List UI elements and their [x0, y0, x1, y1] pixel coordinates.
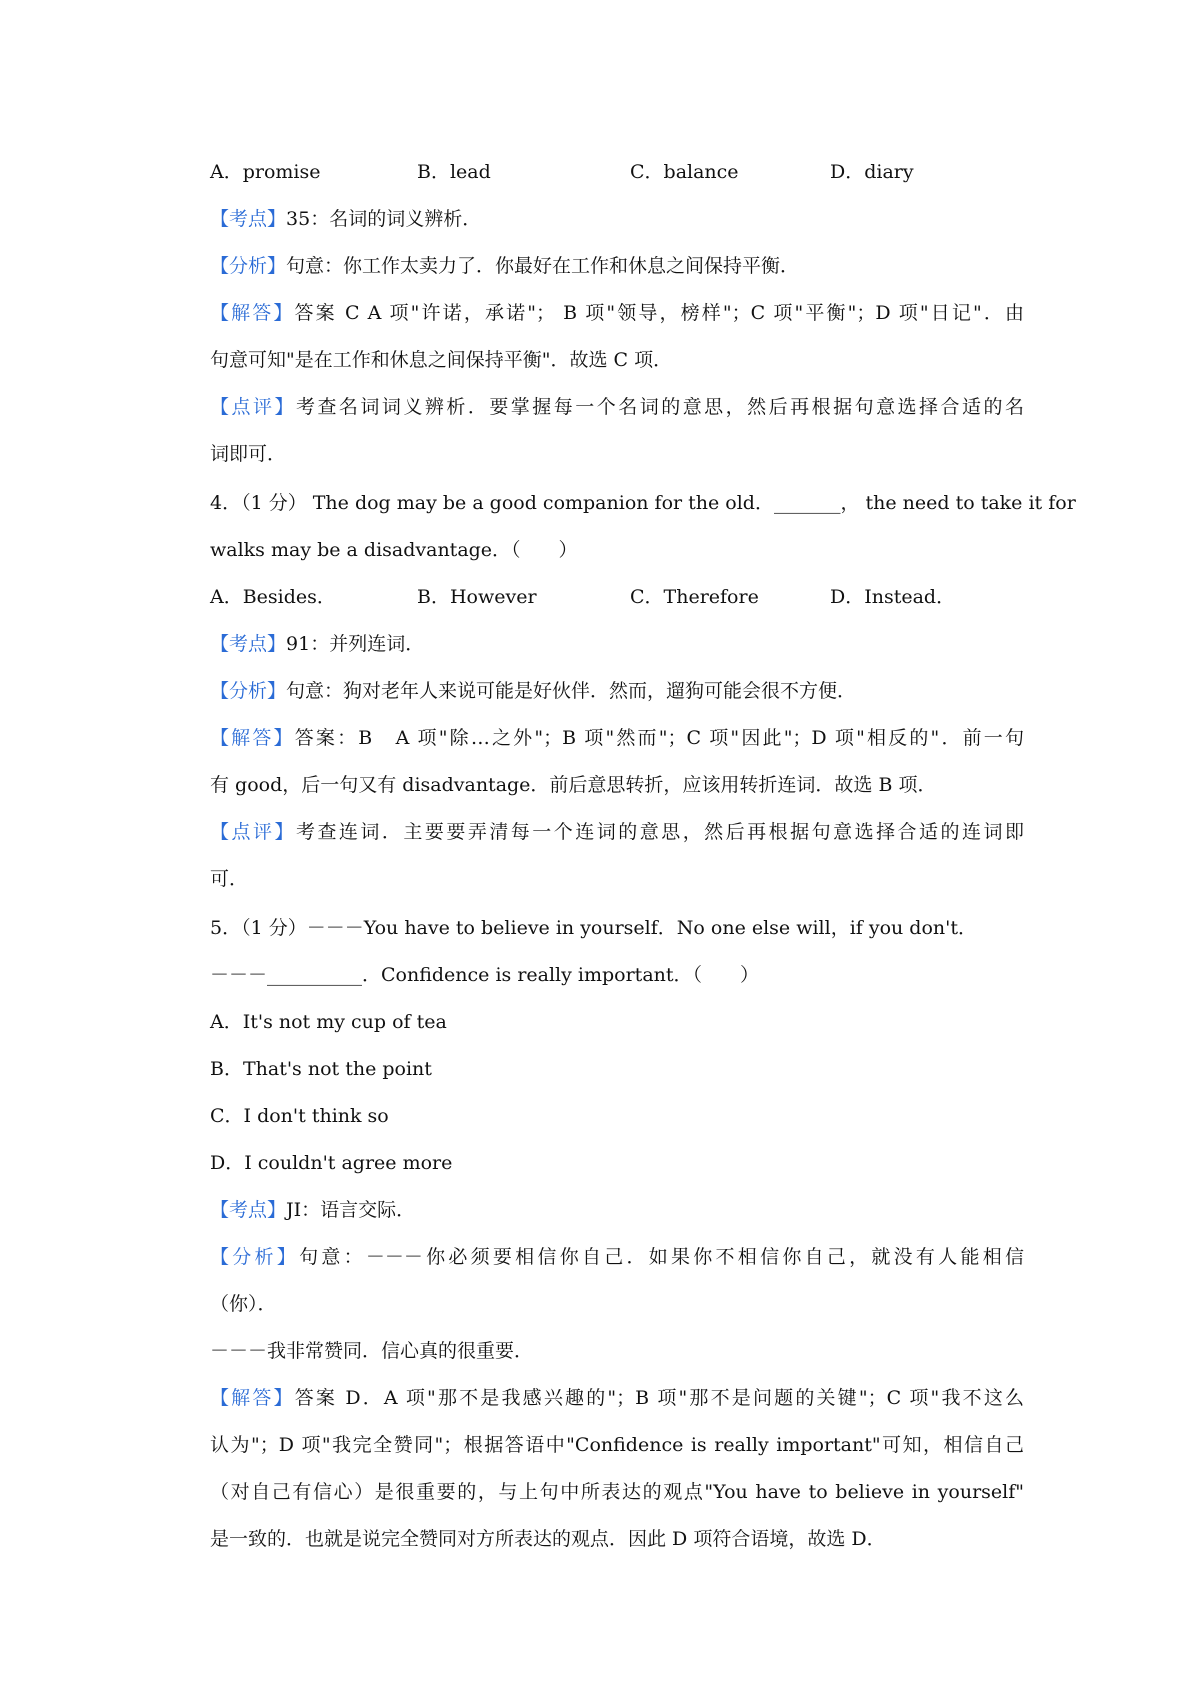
q5-jieda-line2: 认为"；D 项"我完全赞同"；根据答语中"Confidence is really important"可知，相信自己 [210, 1434, 1024, 1456]
kaodian-text: 35：名词的词义辨析． [286, 208, 482, 230]
q3-option-a: A．promise [210, 161, 321, 183]
q5-stem-line1: 5．（1 分）－－－You have to believe in yourself．No one else will，if you don't． [210, 917, 977, 939]
q4-fenxi [210, 677, 1024, 705]
q5-fenxi-line1 [210, 1243, 1024, 1271]
q3-dianping-line2: 词即可． [210, 443, 287, 465]
dianping-tag: 【点评】 [210, 396, 296, 418]
jieda-text: 答案 D．A 项"那不是我感兴趣的"；B 项"那不是问题的关键"；C 项"我不这么 [294, 1387, 1024, 1409]
kaodian-text: JI：语言交际． [286, 1199, 416, 1221]
jieda-tag: 【解答】 [210, 1387, 295, 1409]
q3-dianping-line1 [210, 393, 1024, 421]
dianping-text: 考查名词词义辨析．要掌握每一个名词的意思，然后再根据句意选择合适的名 [295, 396, 1024, 418]
fenxi-tag: 【分析】 [210, 1246, 300, 1268]
fenxi-text: 句意：－－－你必须要相信你自己．如果你不相信你自己，就没有人能相信 [299, 1246, 1024, 1268]
fenxi-text: 句意：狗对老年人来说可能是好伙伴．然而，遛狗可能会很不方便． [286, 680, 857, 702]
q5-option-b: B．That's not the point [210, 1058, 432, 1080]
q3-option-c: C．balance [630, 161, 739, 183]
fenxi-tag: 【分析】 [210, 255, 287, 277]
kaodian-text: 91：并列连词． [286, 633, 425, 655]
q4-jieda-line2: 有 good，后一句又有 disadvantage．前后意思转折，应该用转折连词．故选 B 项． [210, 774, 937, 796]
q4-option-b: B．However [417, 586, 537, 608]
q3-option-d: D．diary [830, 161, 914, 183]
kaodian-tag: 【考点】 [210, 633, 287, 655]
q4-stem-line1: 4．（1 分） The dog may be a good companion for the old．_______， the need to take it for [210, 492, 1076, 514]
q5-stem-line2: －－－__________．Confidence is really important．（ ） [210, 964, 760, 986]
jieda-text: 答案：B A 项"除…之外"；B 项"然而"；C 项"因此"；D 项"相反的"．前一句 [294, 727, 1024, 749]
q5-option-d: D．I couldn't agree more [210, 1152, 453, 1174]
jieda-text: 答案 C A 项"许诺，承诺"； B 项"领导，榜样"；C 项"平衡"；D 项"日记"．由 [294, 302, 1024, 324]
q5-jieda-line1 [210, 1384, 1024, 1412]
q5-jieda-line4: 是一致的．也就是说完全赞同对方所表达的观点．因此 D 项符合语境，故选 D． [210, 1528, 886, 1550]
q4-option-c: C．Therefore [630, 586, 759, 608]
q3-jieda-line1 [210, 299, 1024, 327]
q4-kaodian [210, 630, 1024, 658]
q3-jieda-line2: 句意可知"是在工作和休息之间保持平衡"．故选 C 项． [210, 349, 673, 371]
q3-fenxi [210, 252, 1024, 280]
q5-fenxi-line3: －－－我非常赞同．信心真的很重要． [210, 1340, 534, 1362]
q4-option-d: D．Instead． [830, 586, 956, 608]
dianping-text: 考查连词．主要要弄清每一个连词的意思，然后再根据句意选择合适的连词即 [295, 821, 1024, 843]
q4-option-a: A．Besides． [210, 586, 336, 608]
q5-jieda-line3: （对自己有信心）是很重要的，与上句中所表达的观点"You have to believe in yourself" [210, 1481, 1024, 1503]
q4-jieda-line1 [210, 724, 1024, 752]
fenxi-text: 句意：你工作太卖力了．你最好在工作和休息之间保持平衡． [286, 255, 800, 277]
kaodian-tag: 【考点】 [210, 1199, 287, 1221]
q4-dianping-line1 [210, 818, 1024, 846]
dianping-tag: 【点评】 [210, 821, 296, 843]
q3-kaodian [210, 205, 1024, 233]
q5-option-a: A．It's not my cup of tea [210, 1011, 447, 1033]
jieda-tag: 【解答】 [210, 727, 295, 749]
fenxi-tag: 【分析】 [210, 680, 287, 702]
q4-stem-line2: walks may be a disadvantage．（ ） [210, 539, 578, 561]
kaodian-tag: 【考点】 [210, 208, 287, 230]
q5-fenxi-line2: （你）． [210, 1293, 277, 1315]
jieda-tag: 【解答】 [210, 302, 295, 324]
q5-option-c: C．I don't think so [210, 1105, 389, 1127]
q4-dianping-line2: 可． [210, 868, 249, 890]
q5-kaodian [210, 1196, 1024, 1224]
q3-option-b: B．lead [417, 161, 491, 183]
